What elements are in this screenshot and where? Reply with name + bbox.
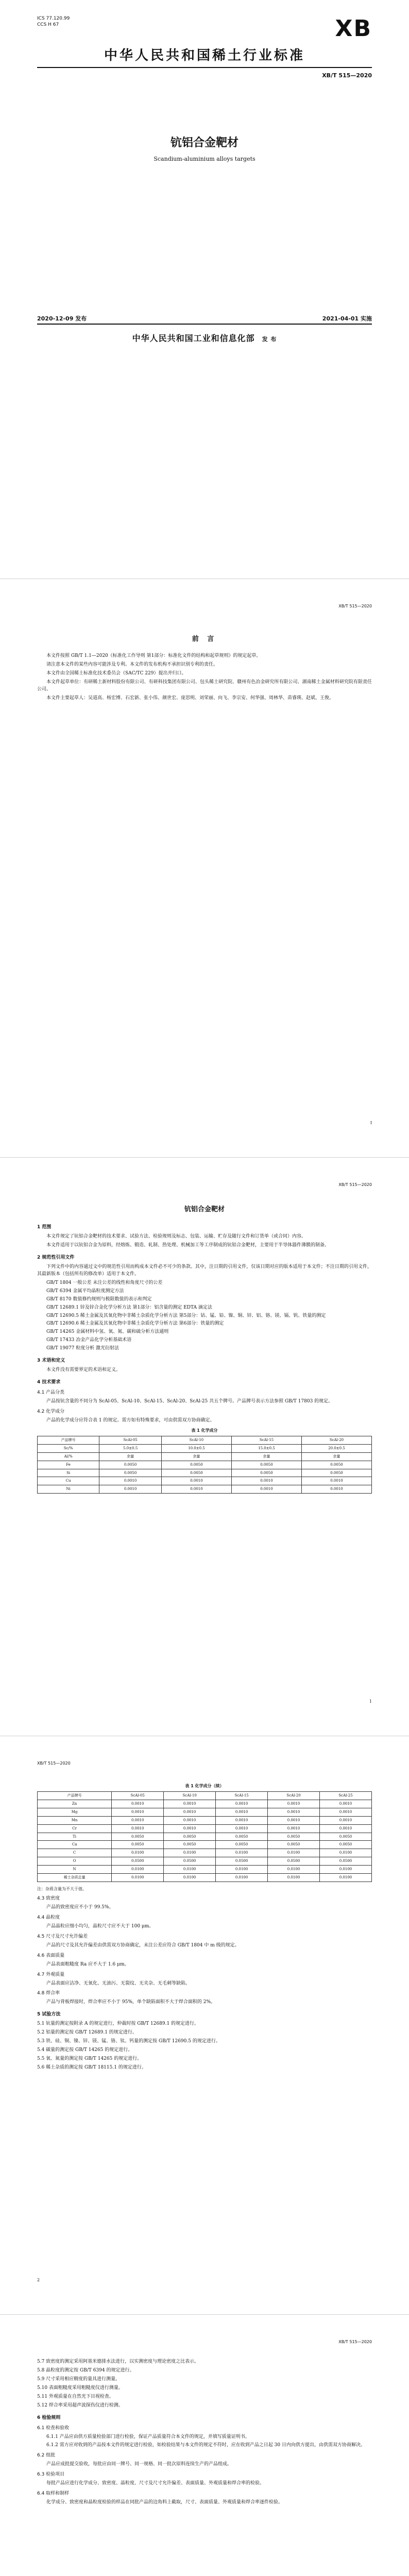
subsection-heading: 4.6 表面质量: [37, 1953, 65, 1958]
table-header-cell: ScAl-05: [99, 1436, 162, 1445]
composition-table: [37, 1436, 372, 1494]
table-cell: O: [38, 1857, 112, 1866]
table-cell: 0.0010: [112, 1816, 164, 1824]
table-note: 注：杂质含量为不大于值。: [37, 1886, 87, 1891]
table-cell: 0.0100: [164, 1873, 216, 1882]
test-method-item: 5.10 表面粗糙度采用粗糙度仪进行测量。: [37, 2385, 123, 2391]
table-header-cell: ScAl-20: [301, 1436, 371, 1445]
table-header-cell: 产品牌号: [38, 1792, 112, 1800]
table-cell: 0.0100: [112, 1849, 164, 1857]
issuer-name: 中华人民共和国工业和信息化部: [132, 333, 255, 343]
test-method-item: 5.3 铁、硅、铜、镍、锌、镁、锰、铬、钛、钙量的测定按 GB/T 12690.5 的规定进行。: [37, 2039, 220, 2044]
table-cell: 0.0010: [231, 1485, 301, 1494]
table-cell: 0.0050: [301, 1461, 371, 1469]
subsection-heading: 4.1 产品分类: [37, 1390, 65, 1396]
table-cell: 0.0050: [164, 1841, 216, 1849]
table-cell: 0.0010: [301, 1485, 371, 1494]
table-cell: 0.0010: [112, 1808, 164, 1817]
table-cell: 0.0050: [231, 1469, 301, 1477]
table-cell: 15.0±0.5: [231, 1445, 301, 1453]
page-number: 1: [369, 1699, 372, 1704]
table-cell: Al/%: [38, 1452, 99, 1461]
classification-codes: [37, 15, 70, 28]
table-cell: Sc/%: [38, 1445, 99, 1453]
table-cell: 0.0100: [112, 1865, 164, 1873]
table-cell: 0.0010: [231, 1477, 301, 1485]
subsection-heading: 4.4 晶粒度: [37, 1914, 60, 1920]
table-cell: 0.0010: [268, 1800, 320, 1808]
subsection-heading: 6.2 组批: [37, 2453, 56, 2459]
table-cell: 0.0100: [216, 1873, 268, 1882]
table-cell: 0.0050: [161, 1461, 231, 1469]
section-heading: 6 检验规则: [37, 2415, 61, 2420]
table-cell: 0.0050: [320, 1833, 372, 1841]
table-cell: Cu: [38, 1477, 99, 1485]
reference-item: GB/T 19077 粒度分析 激光衍射法: [46, 1346, 120, 1351]
table-cell: Mn: [38, 1816, 112, 1824]
table-cell: 0.0500: [268, 1857, 320, 1866]
reference-item: GB/T 12689.1 锌及锌合金化学分析方法 第1部分：铝含量的测定 EDTA 滴定法: [46, 1304, 212, 1310]
release-date: 2020-12-09 发布: [37, 315, 87, 322]
table-header-cell: ScAl-05: [112, 1792, 164, 1800]
table-cell: 0.0010: [320, 1800, 372, 1808]
table-cell: 0.0010: [164, 1808, 216, 1817]
table-cell: 0.0010: [99, 1477, 162, 1485]
subsection-heading: 4.3 致密度: [37, 1896, 60, 1902]
reference-item: GB/T 17433 冶金产品化学分析基础术语: [46, 1337, 132, 1343]
table-row: [38, 1816, 372, 1824]
ccs-code: CCS H 67: [37, 22, 59, 28]
table-cell: Zn: [38, 1800, 112, 1808]
table-cell: Fe: [38, 1461, 99, 1469]
foreword-para: 本文件主要起草人：吴道高、杨宏博、石宏新、张小伟、颜世宏、庞思明、刘荣丽、向飞、李宗安、何华强、周林华、苗睿瑛、赵斌、王俊。: [46, 695, 334, 701]
cover-page: [0, 0, 409, 579]
table-cell: 0.0500: [320, 1857, 372, 1866]
table-row: [38, 1477, 372, 1485]
page-header-code: XB/T 515—2020: [338, 2340, 372, 2344]
body-para: 产品晶粒应细小均匀，晶粒尺寸应不大于 100 μm。: [46, 1923, 154, 1929]
test-method-item: 5.12 焊合率采用超声波探伤仪进行检测。: [37, 2402, 123, 2408]
table-cell: 0.0100: [268, 1873, 320, 1882]
test-method-item: 5.9 尺寸采用相应精度的量具进行测量。: [37, 2376, 121, 2382]
test-method-item: 5.5 氧、氮量的测定按 GB/T 14265 的规定进行。: [37, 2056, 142, 2061]
table-row: [38, 1873, 372, 1882]
table-cell: 0.0010: [112, 1800, 164, 1808]
page-header-code: XB/T 515—2020: [338, 1182, 372, 1187]
table-header-row: [38, 1792, 372, 1800]
table-cell: 0.0010: [164, 1816, 216, 1824]
body-para: 每批产品应进行化学成分、致密度、晶粒度、尺寸及尺寸允许偏差、表面质量、外观质量和焊合率的检验。: [46, 2481, 265, 2486]
table-cell: 0.0010: [268, 1808, 320, 1817]
body-para: 产品的尺寸及其允许偏差由供需双方协商确定，未注公差应符合 GB/T 1804 中 m 级的规定。: [46, 1942, 240, 1948]
foreword-para: 请注意本文件的某些内容可能涉及专利。本文件的发布机构不承担识别专利的责任。: [46, 662, 218, 668]
table-cell: 0.0010: [161, 1477, 231, 1485]
body-para: 化学成分、致密度和晶粒度检验的样品在同批产品的边角料上截取，尺寸、表面质量、外观质量和焊合率逐件检验。: [46, 2500, 283, 2505]
page-number: 2: [37, 2277, 40, 2282]
section-heading: 5 试验方法: [37, 2012, 61, 2018]
standard-name-cn: 钪铝合金靶材: [170, 136, 238, 149]
test-method-item: 5.6 稀土杂质的测定按 GB/T 18115.1 的规定进行。: [37, 2064, 146, 2070]
issuer: [0, 332, 409, 345]
foreword-para: 本文件由全国稀土标准化技术委员会（SAC/TC 229）提出并归口。: [46, 671, 186, 676]
body-page-3: [0, 2314, 409, 2576]
table-header-cell: ScAl-25: [320, 1792, 372, 1800]
table-row: [38, 1469, 372, 1477]
table-cell: 10.0±0.5: [161, 1445, 231, 1453]
reference-item: GB/T 6394 金属平均晶粒度测定方法: [46, 1288, 124, 1294]
table-cell: 0.0050: [268, 1833, 320, 1841]
table-row: [38, 1485, 372, 1494]
table-cell: N: [38, 1865, 112, 1873]
table-header-cell: ScAl-15: [216, 1792, 268, 1800]
reference-item: GB/T 12690.6 稀土金属及其氧化物中非稀土杂质化学分析方法 第6部分：铁量的测定: [46, 1321, 224, 1327]
table-caption: 表 1 化学成分: [191, 1428, 218, 1433]
table-cell: 余量: [161, 1452, 231, 1461]
table-cell: 余量: [231, 1452, 301, 1461]
table-cell: 余量: [301, 1452, 371, 1461]
section-heading: 1 范围: [37, 1225, 52, 1230]
table-cell: 0.0050: [161, 1469, 231, 1477]
table-row: [38, 1865, 372, 1873]
table-cell: 0.0100: [268, 1865, 320, 1873]
table-cell: 0.0050: [164, 1833, 216, 1841]
table-header-cell: ScAl-10: [164, 1792, 216, 1800]
table-cell: 0.0050: [320, 1841, 372, 1849]
table-cell: 0.0010: [164, 1824, 216, 1833]
table-cell: 0.0010: [216, 1824, 268, 1833]
table-row: [38, 1849, 372, 1857]
table-cell: Ti: [38, 1833, 112, 1841]
cover-rule: [37, 67, 372, 68]
body-para: 本文件没有需要界定的术语和定义。: [46, 1367, 121, 1373]
foreword-page: [0, 579, 409, 1157]
table-cell: 0.0010: [320, 1824, 372, 1833]
table-cell: 0.0050: [268, 1841, 320, 1849]
table-cell: 0.0100: [164, 1865, 216, 1873]
table-header-row: [38, 1436, 372, 1445]
table-cell: 0.0500: [112, 1857, 164, 1866]
table-cell: 0.0050: [231, 1461, 301, 1469]
table-cell: Ni: [38, 1485, 99, 1494]
page-header-code: XB/T 515—2020: [338, 604, 372, 608]
table-cell: 0.0010: [320, 1816, 372, 1824]
table-cell: 0.0010: [216, 1800, 268, 1808]
table-cell: 0.0100: [268, 1849, 320, 1857]
standard-mark: XB: [335, 15, 372, 42]
table-row: [38, 1857, 372, 1866]
foreword-para: 本文件起草单位：有研稀土新材料股份有限公司、有研科技集团有限公司、包头稀土研究院、赣州有色冶金研究所有限公司、湖南稀土金属材料研究院有限责任公司。: [37, 679, 372, 692]
table-cell: 0.0010: [112, 1824, 164, 1833]
table-cell: 0.0100: [320, 1873, 372, 1882]
table-cell: 0.0100: [216, 1849, 268, 1857]
table-row: [38, 1841, 372, 1849]
reference-item: GB/T 1804 一般公差 未注公差的线性和角度尺寸的公差: [46, 1280, 163, 1285]
body-para: 产品的化学成分应符合表 1 的规定。需方如有特殊要求，可由供需双方协商确定。: [46, 1417, 215, 1423]
table-cell: 0.0100: [112, 1873, 164, 1882]
subsection-heading: 4.5 尺寸及尺寸允许偏差: [37, 1934, 88, 1939]
table-cell: 0.0010: [99, 1485, 162, 1494]
reference-item: GB/T 12690.5 稀土金属及其氧化物中非稀土杂质化学分析方法 第5部分：钴、锰、铅、镍、铜、锌、铝、铬、镁、镉、钒、铁量的测定: [46, 1313, 326, 1318]
table-header-cell: 产品牌号: [38, 1436, 99, 1445]
standard-code: XB/T 515—2020: [322, 72, 372, 79]
table-cell: 0.0500: [164, 1857, 216, 1866]
table-cell: 0.0050: [112, 1841, 164, 1849]
body-para: 6.1.1 产品应由供方质量检验部门进行检验，保证产品质量符合本文件的规定，并填写质量证明书。: [46, 2434, 250, 2439]
table-cell: 0.0010: [268, 1824, 320, 1833]
industry-standard-title: 中华人民共和国稀土行业标准: [104, 48, 305, 63]
table-cell: 0.0010: [216, 1808, 268, 1817]
table-cell: 0.0050: [301, 1469, 371, 1477]
table-cell: 0.0050: [216, 1833, 268, 1841]
body-para: 产品表面应洁净、无氧化、无油污、无裂纹、无夹杂、无毛刺等缺陷。: [46, 1980, 191, 1986]
section-heading: 3 术语和定义: [37, 1358, 65, 1364]
subsection-heading: 6.4 取样和制样: [37, 2491, 70, 2497]
section-heading: 2 规范性引用文件: [37, 1255, 75, 1260]
dates: [37, 314, 372, 323]
foreword-heading: 前 言: [192, 635, 217, 643]
ics-code: ICS 77.120.99: [37, 16, 70, 21]
page-header-code: XB/T 515—2020: [37, 1761, 71, 1766]
table-cell: 0.0100: [320, 1849, 372, 1857]
foreword-para: 本文件按照 GB/T 1.1—2020《标准化工作导则 第1部分：标准化文件的结构和起草规则》的规定起草。: [46, 653, 261, 659]
table-cell: 0.0100: [164, 1849, 216, 1857]
body-para: 产品表面粗糙度 Ra 应不大于 1.6 μm。: [46, 1961, 129, 1967]
table-cell: 20.0±0.5: [301, 1445, 371, 1453]
body-page-1: [0, 1157, 409, 1736]
test-method-item: 5.7 致密度的测定采用阿基米德排水法进行，以实测密度与理论密度之比表示。: [37, 2359, 199, 2364]
table-cell: Cr: [38, 1824, 112, 1833]
test-method-item: 5.4 碳量的测定按 GB/T 14265 的规定进行。: [37, 2047, 133, 2053]
body-para: 产品与背板焊接时，焊合率应不小于 95%，单个缺陷面积不大于焊合面积的 2%。: [46, 1999, 216, 2005]
table-row: [38, 1824, 372, 1833]
body-page-2: [0, 1736, 409, 2314]
table-cell: 0.0100: [320, 1865, 372, 1873]
table-cell: 0.0050: [99, 1469, 162, 1477]
table-header-cell: ScAl-15: [231, 1436, 301, 1445]
test-method-item: 5.11 外观质量在自然光下目视检查。: [37, 2394, 114, 2399]
table-cell: 0.0050: [99, 1461, 162, 1469]
subsection-heading: 4.2 化学成分: [37, 1409, 65, 1414]
body-para: 产品应成批提交验收，每批应由同一牌号、同一规格、同一批次原料连续生产的产品组成。: [46, 2462, 232, 2467]
subsection-heading: 4.8 焊合率: [37, 1991, 60, 1996]
test-method-item: 5.1 钪量的测定按附录 A 的规定进行，仲裁时按 GB/T 12689.1 的规定进行。: [37, 2021, 199, 2027]
table-cell: 0.0100: [216, 1865, 268, 1873]
subsection-heading: 6.1 检查和验收: [37, 2425, 70, 2431]
cover-rule: [37, 324, 372, 325]
table-cell: 0.0500: [216, 1857, 268, 1866]
test-method-item: 5.2 铝量的测定按 GB/T 12689.1 的规定进行。: [37, 2030, 137, 2036]
table-row: [38, 1445, 372, 1453]
test-method-item: 5.8 晶粒度的测定按 GB/T 6394 的规定进行。: [37, 2367, 134, 2373]
table-cell: Ca: [38, 1841, 112, 1849]
subsection-heading: 6.3 检验项目: [37, 2472, 65, 2478]
body-para: 本文件适用于以钪铝合金为原料，经熔炼、锻造、轧制、热处理、机械加工等工序制成的钪铝合金靶材，主要用于半导体器件薄膜的制备。: [46, 1243, 330, 1248]
table-header-cell: ScAl-20: [268, 1792, 320, 1800]
table-cell: 0.0050: [216, 1841, 268, 1849]
table-cell: C: [38, 1849, 112, 1857]
reference-item: GB/T 8170 数值修约规则与极限数值的表示和判定: [46, 1296, 152, 1302]
table-row: [38, 1452, 372, 1461]
table-row: [38, 1800, 372, 1808]
implement-date: 2021-04-01 实施: [322, 315, 372, 322]
section-heading: 4 技术要求: [37, 1380, 61, 1385]
table-cell: 0.0050: [112, 1833, 164, 1841]
table-header-cell: ScAl-10: [161, 1436, 231, 1445]
table-cell: Mg: [38, 1808, 112, 1817]
issuer-suffix: 发 布: [262, 336, 277, 343]
table-cell: 稀土杂质总量: [38, 1873, 112, 1882]
table-cell: Si: [38, 1469, 99, 1477]
table-cell: 0.0010: [301, 1477, 371, 1485]
table-cell: 0.0010: [164, 1800, 216, 1808]
reference-item: GB/T 14265 金属材料中氢、氧、氮、碳和硫分析方法通则: [46, 1329, 169, 1335]
standard-name-en: Scandium-aluminium alloys targets: [154, 156, 255, 162]
body-para: 6.1.2 需方应对收到的产品按本文件的规定进行检验，如检验结果与本文件的规定不符时，应在收到产品之日起 30 日内向供方提出，由供需双方协商解决。: [46, 2443, 365, 2448]
table-cell: 0.0010: [161, 1485, 231, 1494]
table-cell: 余量: [99, 1452, 162, 1461]
composition-table-continued: [37, 1791, 372, 1882]
table-cell: 0.0010: [216, 1816, 268, 1824]
body-para: 产品按钪含量的不同分为 ScAl-05、ScAl-10、ScAl-15、ScAl-20、ScAl-25 共五个牌号。产品牌号表示方法参照 GB/T 17803 的规定。: [46, 1398, 333, 1404]
body-title: 钪铝合金靶材: [184, 1206, 225, 1213]
table-caption: 表 1 化学成分（续）: [185, 1784, 224, 1788]
body-para: 下列文件中的内容通过文中的规范性引用而构成本文件必不可少的条款。其中，注日期的引用文件，仅该日期对应的版本适用于本文件；不注日期的引用文件，其最新版本（包括所有的修改单）适用于本文件。: [37, 1264, 372, 1277]
page-number: I: [370, 1120, 372, 1125]
body-para: 本文件规定了钪铝合金靶材的技术要求、试验方法、检验规则及标志、包装、运输、贮存及随行文件和订货单（或合同）内容。: [46, 1234, 306, 1240]
table-row: [38, 1808, 372, 1817]
table-row: [38, 1461, 372, 1469]
subsection-heading: 4.7 外观质量: [37, 1972, 65, 1977]
table-cell: 5.0±0.5: [99, 1445, 162, 1453]
body-para: 产品的致密度应不小于 99.5%。: [46, 1905, 114, 1910]
table-cell: 0.0010: [320, 1808, 372, 1817]
table-cell: 0.0010: [268, 1816, 320, 1824]
table-row: [38, 1833, 372, 1841]
